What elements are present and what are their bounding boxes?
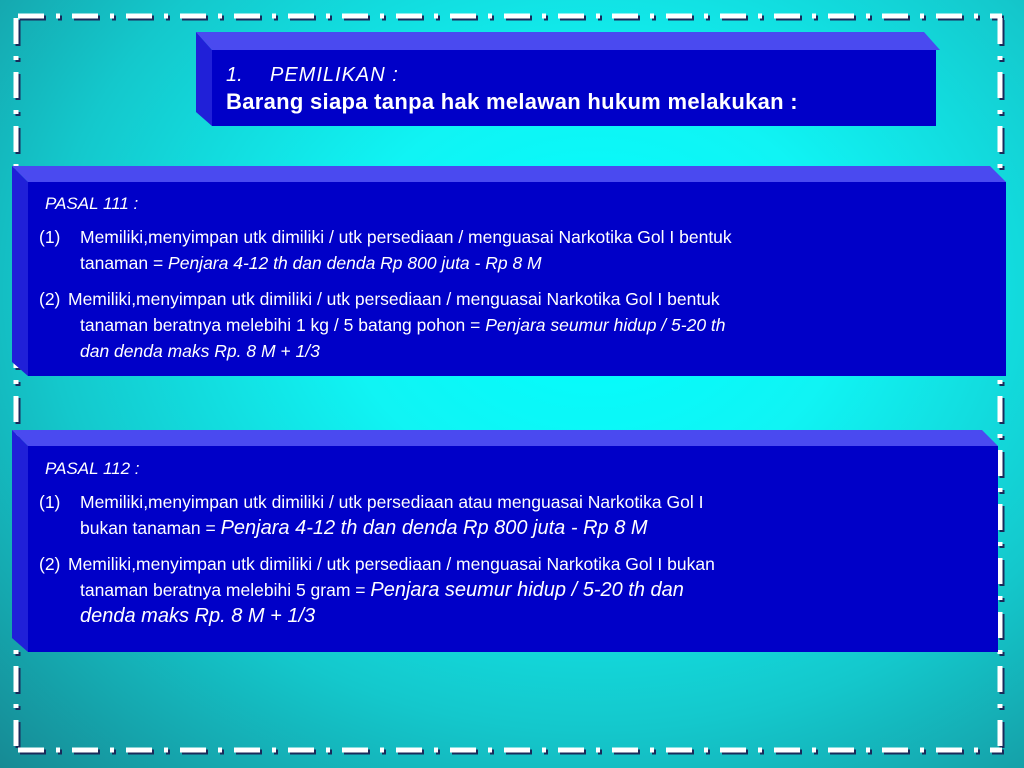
pasal-111-item-2-text-b: tanaman beratnya melebihi 1 kg / 5 batang pohon = [80, 315, 486, 335]
pasal-112-item-2-text-a: Memiliki,menyimpan utk dimiliki / utk persediaan / menguasai Narkotika Gol I bukan [68, 554, 715, 574]
section-title: PEMILIKAN : [270, 64, 399, 86]
pasal-111-item-2-text-a: Memiliki,menyimpan utk dimiliki / utk persediaan / menguasai Narkotika Gol I bentuk [68, 289, 720, 309]
pasal-111-box-face [28, 182, 1006, 376]
pasal-111-item-1 [36, 224, 1006, 276]
pasal-111-item-1-penalty: Penjara 4-12 th dan denda Rp 800 juta - Rp 8 M [168, 253, 542, 273]
pasal-112-item-1-number: (1) [39, 492, 61, 512]
pasal-112-item-1-text-b-line [36, 515, 998, 541]
pasal-111-item-1-number: (1) [39, 227, 61, 247]
pasal-111-item-2-number: (2) [39, 289, 61, 309]
pasal-111-box [12, 166, 1006, 376]
pasal-111-item-2-penalty-b: dan denda maks Rp. 8 M + 1/3 [80, 341, 320, 361]
pasal-112-item-1-text-b: bukan tanaman = [80, 518, 221, 538]
pasal-112-box [12, 430, 998, 652]
pemilikan-heading [226, 64, 936, 87]
pasal-112-item-2-text-b: tanaman beratnya melebihi 5 gram = [80, 580, 371, 600]
pasal-111-item-2-text-b-line [36, 312, 1006, 338]
pasal-112-item-1 [36, 489, 998, 541]
section-number: 1. [226, 64, 243, 86]
pasal-112-heading: PASAL 112 : [45, 459, 140, 478]
pasal-112-item-2 [36, 551, 998, 629]
pasal-111-heading: PASAL 111 : [45, 194, 139, 213]
pasal-111-item-1-text-b: tanaman = [80, 253, 169, 273]
pasal-112-item-1-text-a: Memiliki,menyimpan utk dimiliki / utk persediaan atau menguasai Narkotika Gol I [80, 492, 704, 512]
pasal-111-item-1-text-b-line [36, 250, 1006, 276]
pasal-111-item-2-penalty-a: Penjara seumur hidup / 5-20 th [485, 315, 726, 335]
pasal-111-item-2 [36, 286, 1006, 364]
pasal-112-item-2-number: (2) [39, 554, 61, 574]
pasal-112-item-1-penalty: Penjara 4-12 th dan denda Rp 800 juta - Rp 8 M [220, 517, 648, 539]
pemilikan-box-face [212, 50, 936, 126]
pasal-111-item-1-text-a: Memiliki,menyimpan utk dimiliki / utk persediaan / menguasai Narkotika Gol I bentuk [80, 227, 732, 247]
pasal-112-box-face [28, 446, 998, 652]
pasal-112-item-2-penalty-a: Penjara seumur hidup / 5-20 th dan [370, 579, 684, 601]
pasal-112-item-2-text-b-line [36, 577, 998, 603]
pemilikan-box [196, 32, 940, 126]
section-subtitle: Barang siapa tanpa hak melawan hukum melakukan : [226, 89, 798, 114]
pasal-112-item-2-penalty-b: denda maks Rp. 8 M + 1/3 [80, 605, 316, 627]
